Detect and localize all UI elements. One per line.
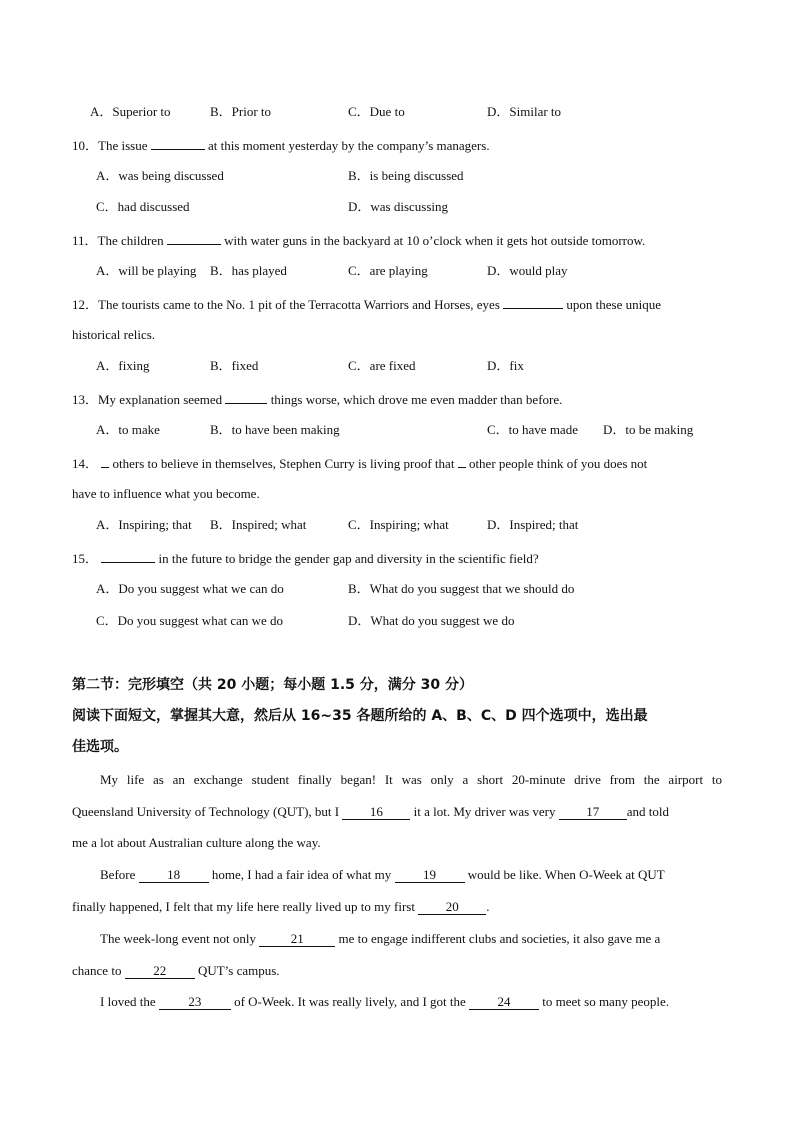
q14-blank-2 [458, 454, 466, 468]
q15-stem-before: 15． [72, 551, 99, 566]
q9-option-a: A．Superior to [90, 104, 171, 119]
q15-stem [72, 549, 539, 567]
q11-stem-after: with water guns in the backyard at 10 o’clock when it gets hot outside tomorrow. [224, 233, 646, 248]
passage-p2-line1-b: home, I had a fair idea of what my [211, 867, 392, 882]
q12-option-c: C．are fixed [348, 358, 416, 373]
q12-option-a: A．fixing [96, 358, 150, 373]
q12-option-d: D．fix [487, 358, 524, 373]
q15-blank [101, 549, 155, 563]
q10-stem [72, 136, 490, 154]
section2-instruction-line2: 佳选项。 [72, 739, 128, 755]
passage-p1-line2-c: and told [626, 804, 669, 819]
q11-stem-before: 11．The children [72, 233, 164, 248]
passage-p3-line1-a: The week-long event not only [100, 931, 256, 946]
q11-option-b: B．has played [210, 263, 287, 278]
q11-option-c: C．are playing [348, 263, 428, 278]
q11-option-d: D．would play [487, 263, 568, 278]
blank-21: 21 [259, 932, 335, 947]
q10-option-c: C．had discussed [96, 199, 190, 214]
q13-option-a: A．to make [96, 422, 160, 437]
q14-blank-1 [101, 454, 109, 468]
passage-p3-line1 [100, 931, 660, 947]
q9-option-d: D．Similar to [487, 104, 562, 119]
passage-p4-line1-c: to meet so many people. [542, 994, 669, 1009]
section2-heading: 第二节：完形填空（共 20 小题；每小题 1.5 分，满分 30 分） [72, 677, 474, 693]
q13-option-b: B．to have been making [210, 422, 340, 437]
q14-stem-b: others to believe in themselves, Stephen Curry is living proof that [112, 456, 455, 471]
section2-instruction-line1: 阅读下面短文，掌握其大意，然后从 16~35 各题所给的 A、B、C、D 四个选项中，选出最 [72, 708, 648, 724]
passage-p3-line2 [72, 963, 280, 979]
passage-p2-line1 [100, 867, 665, 883]
q13-stem-before: 13．My explanation seemed [72, 392, 223, 407]
q10-stem-before: 10．The issue [72, 138, 148, 153]
q14-stem-line2: have to influence what you become. [72, 486, 260, 501]
q13-option-c: C．to have made [487, 422, 578, 437]
blank-19: 19 [395, 868, 465, 883]
passage-p4-line1-b: of O-Week. It was really lively, and I got the [234, 994, 466, 1009]
q11-option-a: A．will be playing [96, 263, 197, 278]
passage-p4-line1 [100, 994, 669, 1010]
passage-p3-line2-b: QUT’s campus. [197, 963, 280, 978]
passage-p1-line2 [72, 804, 669, 820]
q9-option-b: B．Prior to [210, 104, 272, 119]
passage-p3-line1-b: me to engage indifferent clubs and societies, it also gave me a [338, 931, 661, 946]
q14-option-a: A．Inspiring; that [96, 517, 192, 532]
blank-24: 24 [469, 995, 539, 1010]
blank-22: 22 [125, 964, 195, 979]
q15-option-c: C．Do you suggest what can we do [96, 613, 284, 628]
passage-p2-line2 [72, 899, 489, 915]
q13-stem [72, 390, 562, 408]
q15-option-b: B．What do you suggest that we should do [348, 581, 575, 596]
q14-stem [72, 454, 647, 472]
q15-stem-after: in the future to bridge the gender gap and diversity in the scientific field? [158, 551, 539, 566]
q11-stem [72, 231, 645, 249]
q13-blank [225, 390, 267, 404]
q12-blank [503, 295, 563, 309]
q15-option-a: A．Do you suggest what we can do [96, 581, 284, 596]
blank-18: 18 [139, 868, 209, 883]
passage-p1-line3: me a lot about Australian culture along the way. [72, 835, 321, 850]
q9-option-c: C．Due to [348, 104, 405, 119]
q14-stem-a: 14． [72, 456, 99, 471]
passage-p1-line2-b: it a lot. My driver was very [413, 804, 556, 819]
passage-p2-line2-b: . [486, 899, 490, 914]
q11-blank [167, 231, 221, 245]
q12-stem [72, 295, 661, 313]
q13-stem-after: things worse, which drove me even madder than before. [270, 392, 563, 407]
passage-p1-line2-a: Queensland University of Technology (QUT), but I [72, 804, 340, 819]
q14-option-b: B．Inspired; what [210, 517, 307, 532]
q10-stem-after: at this moment yesterday by the company’s managers. [207, 138, 490, 153]
blank-23: 23 [159, 995, 231, 1010]
q12-stem-before: 12．The tourists came to the No. 1 pit of the Terracotta Warriors and Horses, eyes [72, 297, 500, 312]
q12-stem-line2: historical relics. [72, 327, 156, 342]
blank-16: 16 [342, 805, 410, 820]
q14-option-d: D．Inspired; that [487, 517, 579, 532]
q10-option-a: A．was being discussed [96, 168, 224, 183]
passage-p4-line1-a: I loved the [100, 994, 156, 1009]
q14-stem-c: other people think of you does not [468, 456, 648, 471]
blank-17: 17 [559, 805, 627, 820]
blank-20: 20 [418, 900, 486, 915]
q10-option-b: B．is being discussed [348, 168, 464, 183]
q12-stem-after: upon these unique [566, 297, 661, 312]
q15-option-d: D．What do you suggest we do [348, 613, 515, 628]
passage-p1-line1: My life as an exchange student finally began! It was only a short 20-minute drive from the airport to [100, 772, 722, 787]
q10-option-d: D．was discussing [348, 199, 449, 214]
passage-p2-line2-a: finally happened, I felt that my life here really lived up to my first [72, 899, 415, 914]
q13-option-d: D．to be making [603, 422, 694, 437]
passage-p3-line2-a: chance to [72, 963, 122, 978]
passage-p2-line1-a: Before [100, 867, 136, 882]
q12-option-b: B．fixed [210, 358, 259, 373]
passage-p2-line1-c: would be like. When O-Week at QUT [467, 867, 665, 882]
q14-option-c: C．Inspiring; what [348, 517, 449, 532]
q10-blank [151, 136, 205, 150]
